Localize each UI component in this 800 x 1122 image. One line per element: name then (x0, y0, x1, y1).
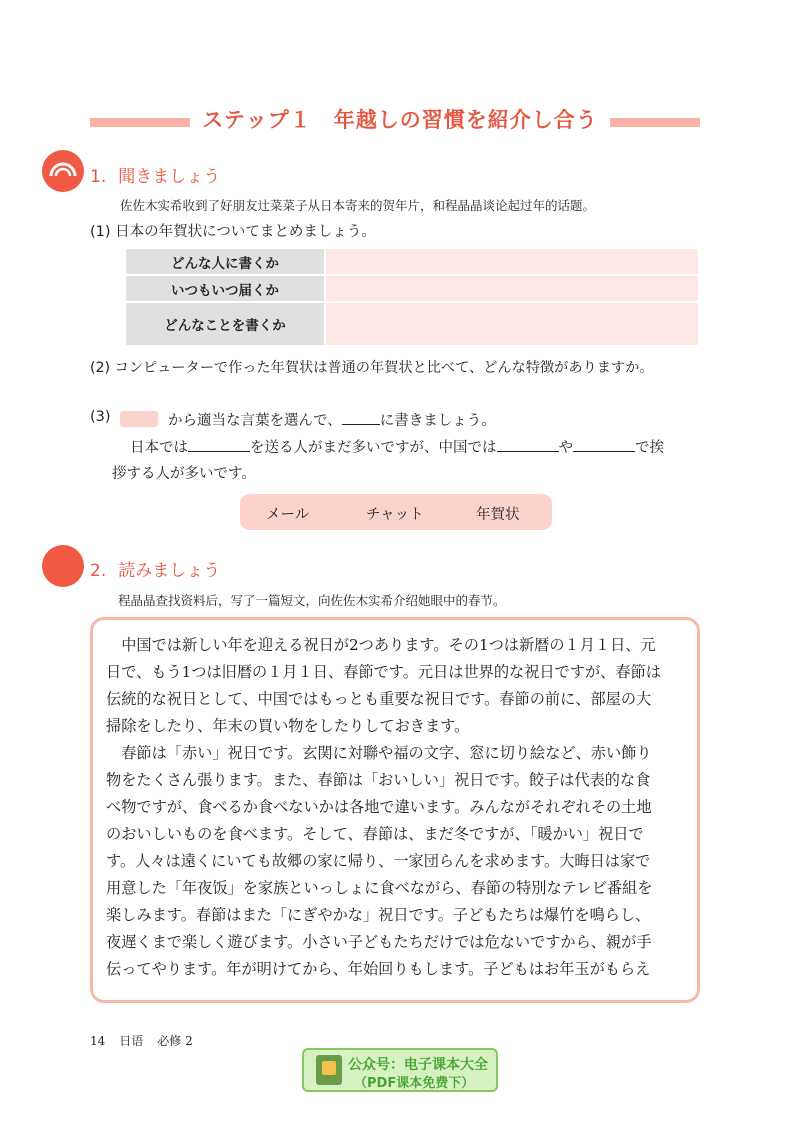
passage-line: 日で、もう1つは旧暦の１月１日、春節です。元日は世界的な祝日ですが、春節は (106, 663, 661, 681)
page-number: 14 (90, 1034, 106, 1048)
step-bar-left (90, 118, 200, 127)
choice-nengajo[interactable]: 年賀状 (476, 507, 520, 523)
section2-heading (90, 556, 220, 581)
fill-sentence-line-2: 拶する人が多いです。 (112, 466, 256, 482)
section2-title: 読みましょう (118, 561, 221, 581)
section1-intro: 佐佐木实希收到了好朋友辻菜菜子从日本寄来的贺年片，和程晶晶谈论起过年的话题。 (120, 198, 596, 213)
question-2: (2) コンピューターで作った年賀状は普通の年賀状と比べて、どんな特徴がありますか。 (90, 360, 654, 376)
badge-line-2: （PDF课本免费下） (354, 1076, 475, 1091)
fill-text-3: や (558, 440, 573, 456)
passage-line: 掃除をしたり、年末の買い物をしたりしておきます。 (106, 717, 470, 735)
passage-line: のおいしいものを食べます。そして、春節は、まだ冬ですが、「暖かい」祝日で (106, 825, 644, 843)
question-3-text (168, 409, 496, 430)
table-label: いつもいつ届くか (125, 275, 325, 302)
word-box-marker (120, 411, 158, 427)
table-label: どんなことを書くか (125, 302, 325, 346)
section1-number: 1. (90, 167, 107, 187)
passage-line: 夜遅くまで楽しく遊びます。小さい子どもたちだけでは危ないですから、親が手 (106, 933, 652, 951)
table-answer-cell[interactable] (325, 275, 699, 302)
passage-line: 物をたくさん張ります。また、春節は「おいしい」祝日です。餃子は代表的な食 (106, 771, 651, 789)
question-3-part-b: に書きましょう。 (379, 413, 496, 429)
step-bar-right (598, 118, 700, 127)
passage-line: 伝ってやります。年が明けてから、年始回りもします。子どもはお年玉がもらえ (106, 960, 651, 978)
book-icon (316, 1055, 342, 1085)
section2-number: 2. (90, 561, 107, 581)
step-title: ステップ１ 年越しの習慣を紹介し合う (190, 104, 610, 134)
fill-blank-2[interactable] (497, 437, 559, 452)
blank-marker (342, 410, 380, 425)
passage-line: す。人々は遠くにいても故郷の家に帰り、一家団らんを求めます。大晦日は家で (106, 852, 651, 870)
page-footer (90, 1032, 207, 1049)
fill-text-1: 日本では (130, 440, 188, 456)
table-label: どんな人に書くか (125, 248, 325, 275)
book-title: 日语 (119, 1034, 144, 1048)
passage-line: 楽しみます。春節はまた「にぎやかな」祝日です。子どもたちは爆竹を鳴らし、 (106, 906, 651, 924)
fill-sentence-line-1 (130, 436, 664, 457)
passage-line: 伝統的な祝日として、中国ではもっとも重要な祝日です。春節の前に、部屋の大 (106, 690, 652, 708)
fill-blank-3[interactable] (573, 437, 635, 452)
nengajo-table (124, 247, 700, 347)
fill-text-4: で挨 (635, 440, 664, 456)
passage-line: べ物ですが、食べるか食べないかは各地で違います。みんながそれぞれその土地 (106, 798, 652, 816)
section2-intro: 程晶晶查找资料后，写了一篇短文，向佐佐木实希介绍她眼中的春节。 (118, 593, 506, 608)
passage-line: 中国では新しい年を迎える祝日が2つあります。その1つは新暦の１月１日、元 (106, 636, 656, 654)
passage-line: 用意した「年夜饭」を家族といっしょに食べながら、春節の特別なテレビ番組を (106, 879, 653, 897)
badge-line-1: 公众号：电子课本大全 (348, 1057, 488, 1073)
question-3-number: (3) (90, 409, 111, 425)
word-choice-box (240, 494, 552, 530)
section1-heading (90, 162, 220, 187)
table-answer-cell[interactable] (325, 302, 699, 346)
choice-chat[interactable]: チャット (366, 507, 424, 523)
passage-line: 春節は「赤い」祝日です。玄関に対聯や福の文字、窓に切り絵など、赤い飾り (106, 744, 652, 762)
read-icon (42, 545, 84, 587)
watermark-badge (302, 1048, 498, 1092)
table-answer-cell[interactable] (325, 248, 699, 275)
book-volume: 必修 2 (157, 1034, 193, 1048)
question-1: (1) 日本の年賀状についてまとめましょう。 (90, 224, 376, 240)
fill-blank-1[interactable] (188, 437, 250, 452)
section1-title: 聞きましょう (118, 167, 221, 187)
question-3-part-a: から適当な言葉を選んで、 (168, 413, 342, 429)
fill-text-2: を送る人がまだ多いですが、中国では (250, 440, 497, 456)
listen-icon (42, 150, 84, 192)
choice-mail[interactable]: メール (266, 507, 310, 523)
